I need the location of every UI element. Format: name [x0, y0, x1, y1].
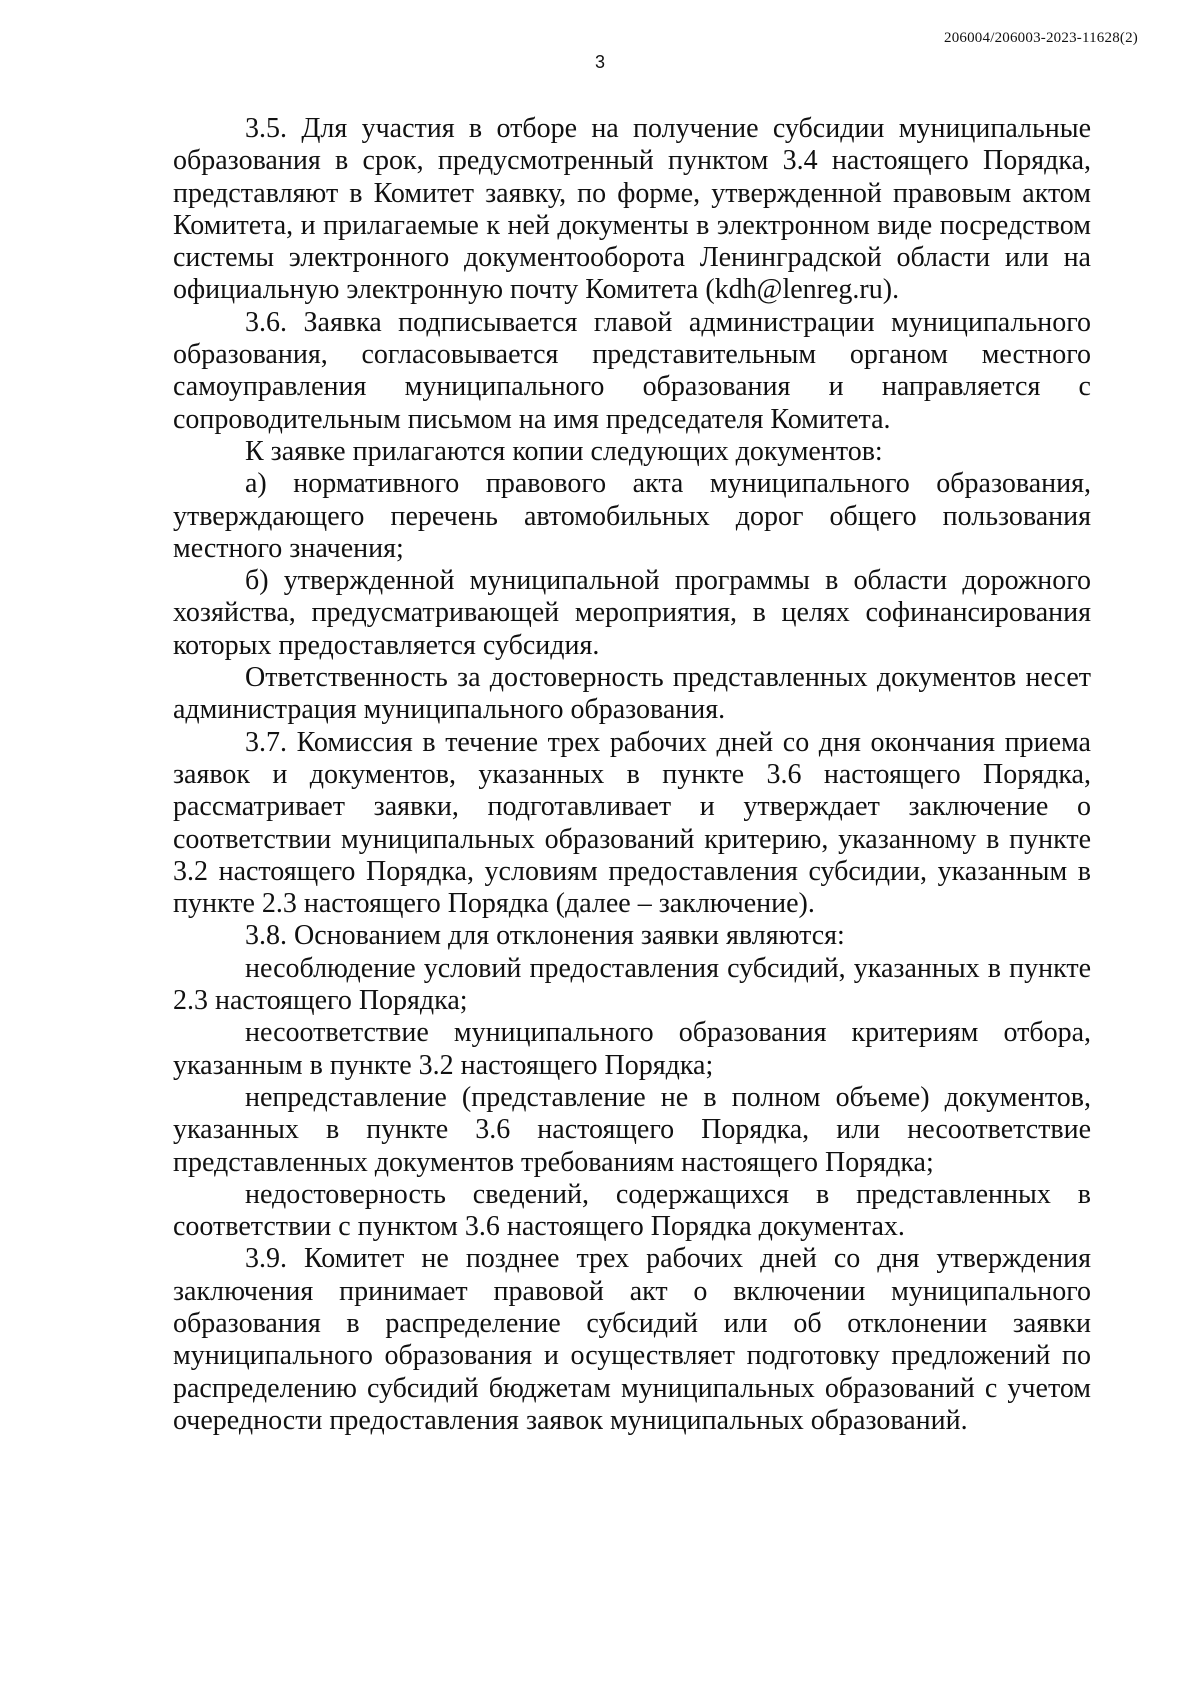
rejection-reason-2: несоответствие муниципального образования критериям отбора, указанным в пункте 3.2 настоящего Порядка;: [173, 1017, 1091, 1081]
rejection-reason-4: недостоверность сведений, содержащихся в представленных в соответствии с пунктом 3.6 настоящего Порядка документах.: [173, 1178, 1091, 1243]
paragraph-3-9: 3.9. Комитет не позднее трех рабочих дней со дня утверждения заключения принимает правовой акт о включении муниципального образования в распределение субсидий или об отклонении заявки муниципального образования и осуществляет подготовку предложений по распределению субсидий бюджетам муниципальных образований с учетом очередности предоставления заявок муниципальных образований.: [173, 1243, 1091, 1436]
document-registration-number: 206004/206003-2023-11628(2): [944, 30, 1138, 46]
paragraph-attachments-intro: К заявке прилагаются копии следующих документов:: [245, 435, 883, 467]
rejection-reason-3: непредставление (представление не в полном объеме) документов, указанных в пункте 3.6 настоящего Порядка, или несоответствие представленных документов требованиям настоящего Порядка;: [173, 1081, 1091, 1178]
document-body: [173, 113, 1091, 1437]
list-item-b: б) утвержденной муниципальной программы в области дорожного хозяйства, предусматривающей мероприятия, в целях софинансирования которых предоставляется субсидия.: [173, 565, 1091, 661]
rejection-reason-1: несоблюдение условий предоставления субсидий, указанных в пункте 2.3 настоящего Порядка;: [173, 952, 1091, 1017]
paragraph-3-7: 3.7. Комиссия в течение трех рабочих дней со дня окончания приема заявок и документов, указанных в пункте 3.6 настоящего Порядка, рассматривает заявки, подготавливает и утверждает заключение о соответствии муниципальных образований критерию, указанному в пункте 3.2 настоящего Порядка, условиям предоставления субсидии, указанным в пункте 2.3 настоящего Порядка (далее – заключение).: [173, 726, 1091, 920]
paragraph-3-5: 3.5. Для участия в отборе на получение субсидии муниципальные образования в срок, предусмотренный пунктом 3.4 настоящего Порядка, представляют в Комитет заявку, по форме, утвержденной правовым актом Комитета, и прилагаемые к ней документы в электронном виде посредством системы электронного документооборота Ленинградской области или на официальную электронную почту Комитета (kdh@lenreg.ru).: [173, 113, 1091, 306]
paragraph-3-6: 3.6. Заявка подписывается главой администрации муниципального образования, согласовывается представительным органом местного самоуправления муниципального образования и направляется с сопроводительным письмом на имя председателя Комитета.: [173, 306, 1091, 435]
list-item-a: а) нормативного правового акта муниципального образования, утверждающего перечень автомобильных дорог общего пользования местного значения;: [173, 468, 1091, 564]
paragraph-responsibility: Ответственность за достоверность представленных документов несет администрация муниципального образования.: [173, 662, 1091, 726]
page-number: 3: [594, 52, 605, 72]
paragraph-3-8: 3.8. Основанием для отклонения заявки являются:: [245, 920, 845, 952]
